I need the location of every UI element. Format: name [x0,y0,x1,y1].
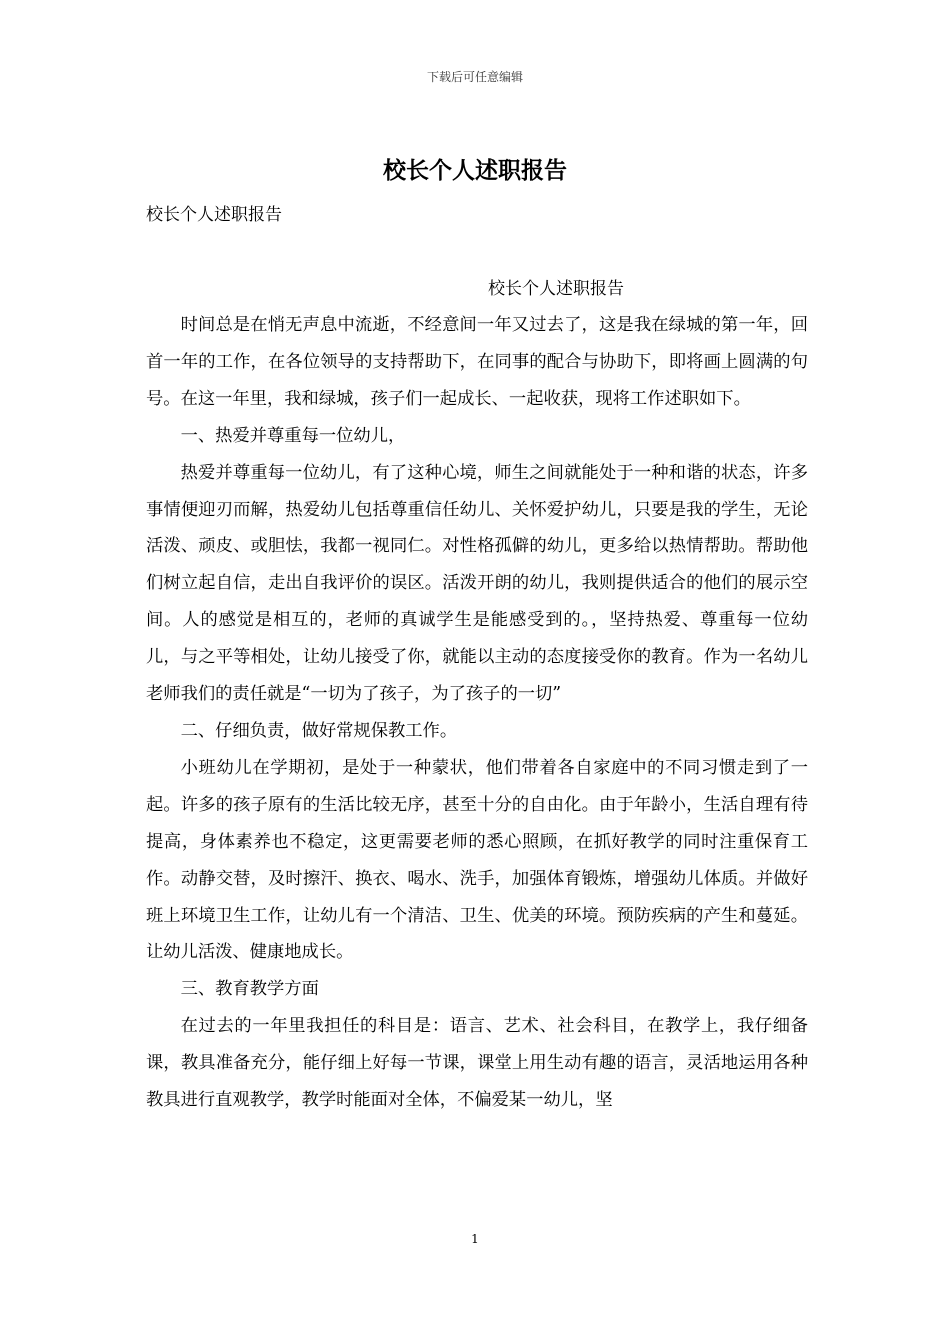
document-subtitle: 校长个人述职报告 [146,205,282,225]
body-text [146,307,808,1119]
section-heading-3: 三、教育教学方面 [180,979,319,1000]
document-title: 校长个人述职报告 [383,157,567,184]
section-heading-2: 二、仔细负责，做好常规保教工作。 [180,720,458,741]
section-heading-1: 一、热爱并尊重每一位幼儿， [180,425,406,446]
inner-title: 校长个人述职报告 [488,279,624,299]
paragraph-intro: 时间总是在悄无声息中流逝，不经意间一年又过去了，这是我在绿城的第一年，回首一年的工作，在各位领导的支持帮助下，在同事的配合与协助下，即将画上圆满的句号。在这一年里，我和绿城，孩子们一起成长、一起收获，现将工作述职如下。 [146,315,808,409]
paragraph-3: 在过去的一年里我担任的科目是：语言、艺术、社会科目，在教学上，我仔细备课，教具准备充分，能仔细上好每一节课，课堂上用生动有趣的语言，灵活地运用各种教具进行直观教学，教学时能面对全体，不偏爱某一幼儿，坚 [146,1016,808,1111]
page-number: 1 [471,1232,479,1246]
header-note: 下载后可任意编辑 [426,70,523,84]
paragraph-2: 小班幼儿在学期初，是处于一种蒙状，他们带着各自家庭中的不同习惯走到了一起。许多的孩子原有的生活比较无序，甚至十分的自由化。由于年龄小，生活自理有待提高，身体素养也不稳定，这更需要老师的悉心照顾，在抓好教学的同时注重保育工作。动静交替，及时擦汗、换衣、喝水、洗手，加强体育锻炼，增强幼儿体质。并做好班上环境卫生工作，让幼儿有一个清洁、卫生、优美的环境。预防疾病的产生和蔓延。让幼儿活泼、健康地成长。 [146,757,808,963]
paragraph-1: 热爱并尊重每一位幼儿，有了这种心境，师生之间就能处于一种和谐的状态，许多事情便迎刃而解，热爱幼儿包括尊重信任幼儿、关怀爱护幼儿，只要是我的学生，无论活泼、顽皮、或胆怯，我都一视同仁。对性格孤僻的幼儿，更多给以热情帮助。帮助他们树立起自信，走出自我评价的误区。活泼开朗的幼儿，我则提供适合的他们的展示空间。人的感觉是相互的，老师的真诚学生是能感受到的。，坚持热爱、尊重每一位幼儿，与之平等相处，让幼儿接受了你，就能以主动的态度接受你的教育。作为一名幼儿老师我们的责任就是“一切为了孩子，为了孩子的一切” [146,462,808,705]
